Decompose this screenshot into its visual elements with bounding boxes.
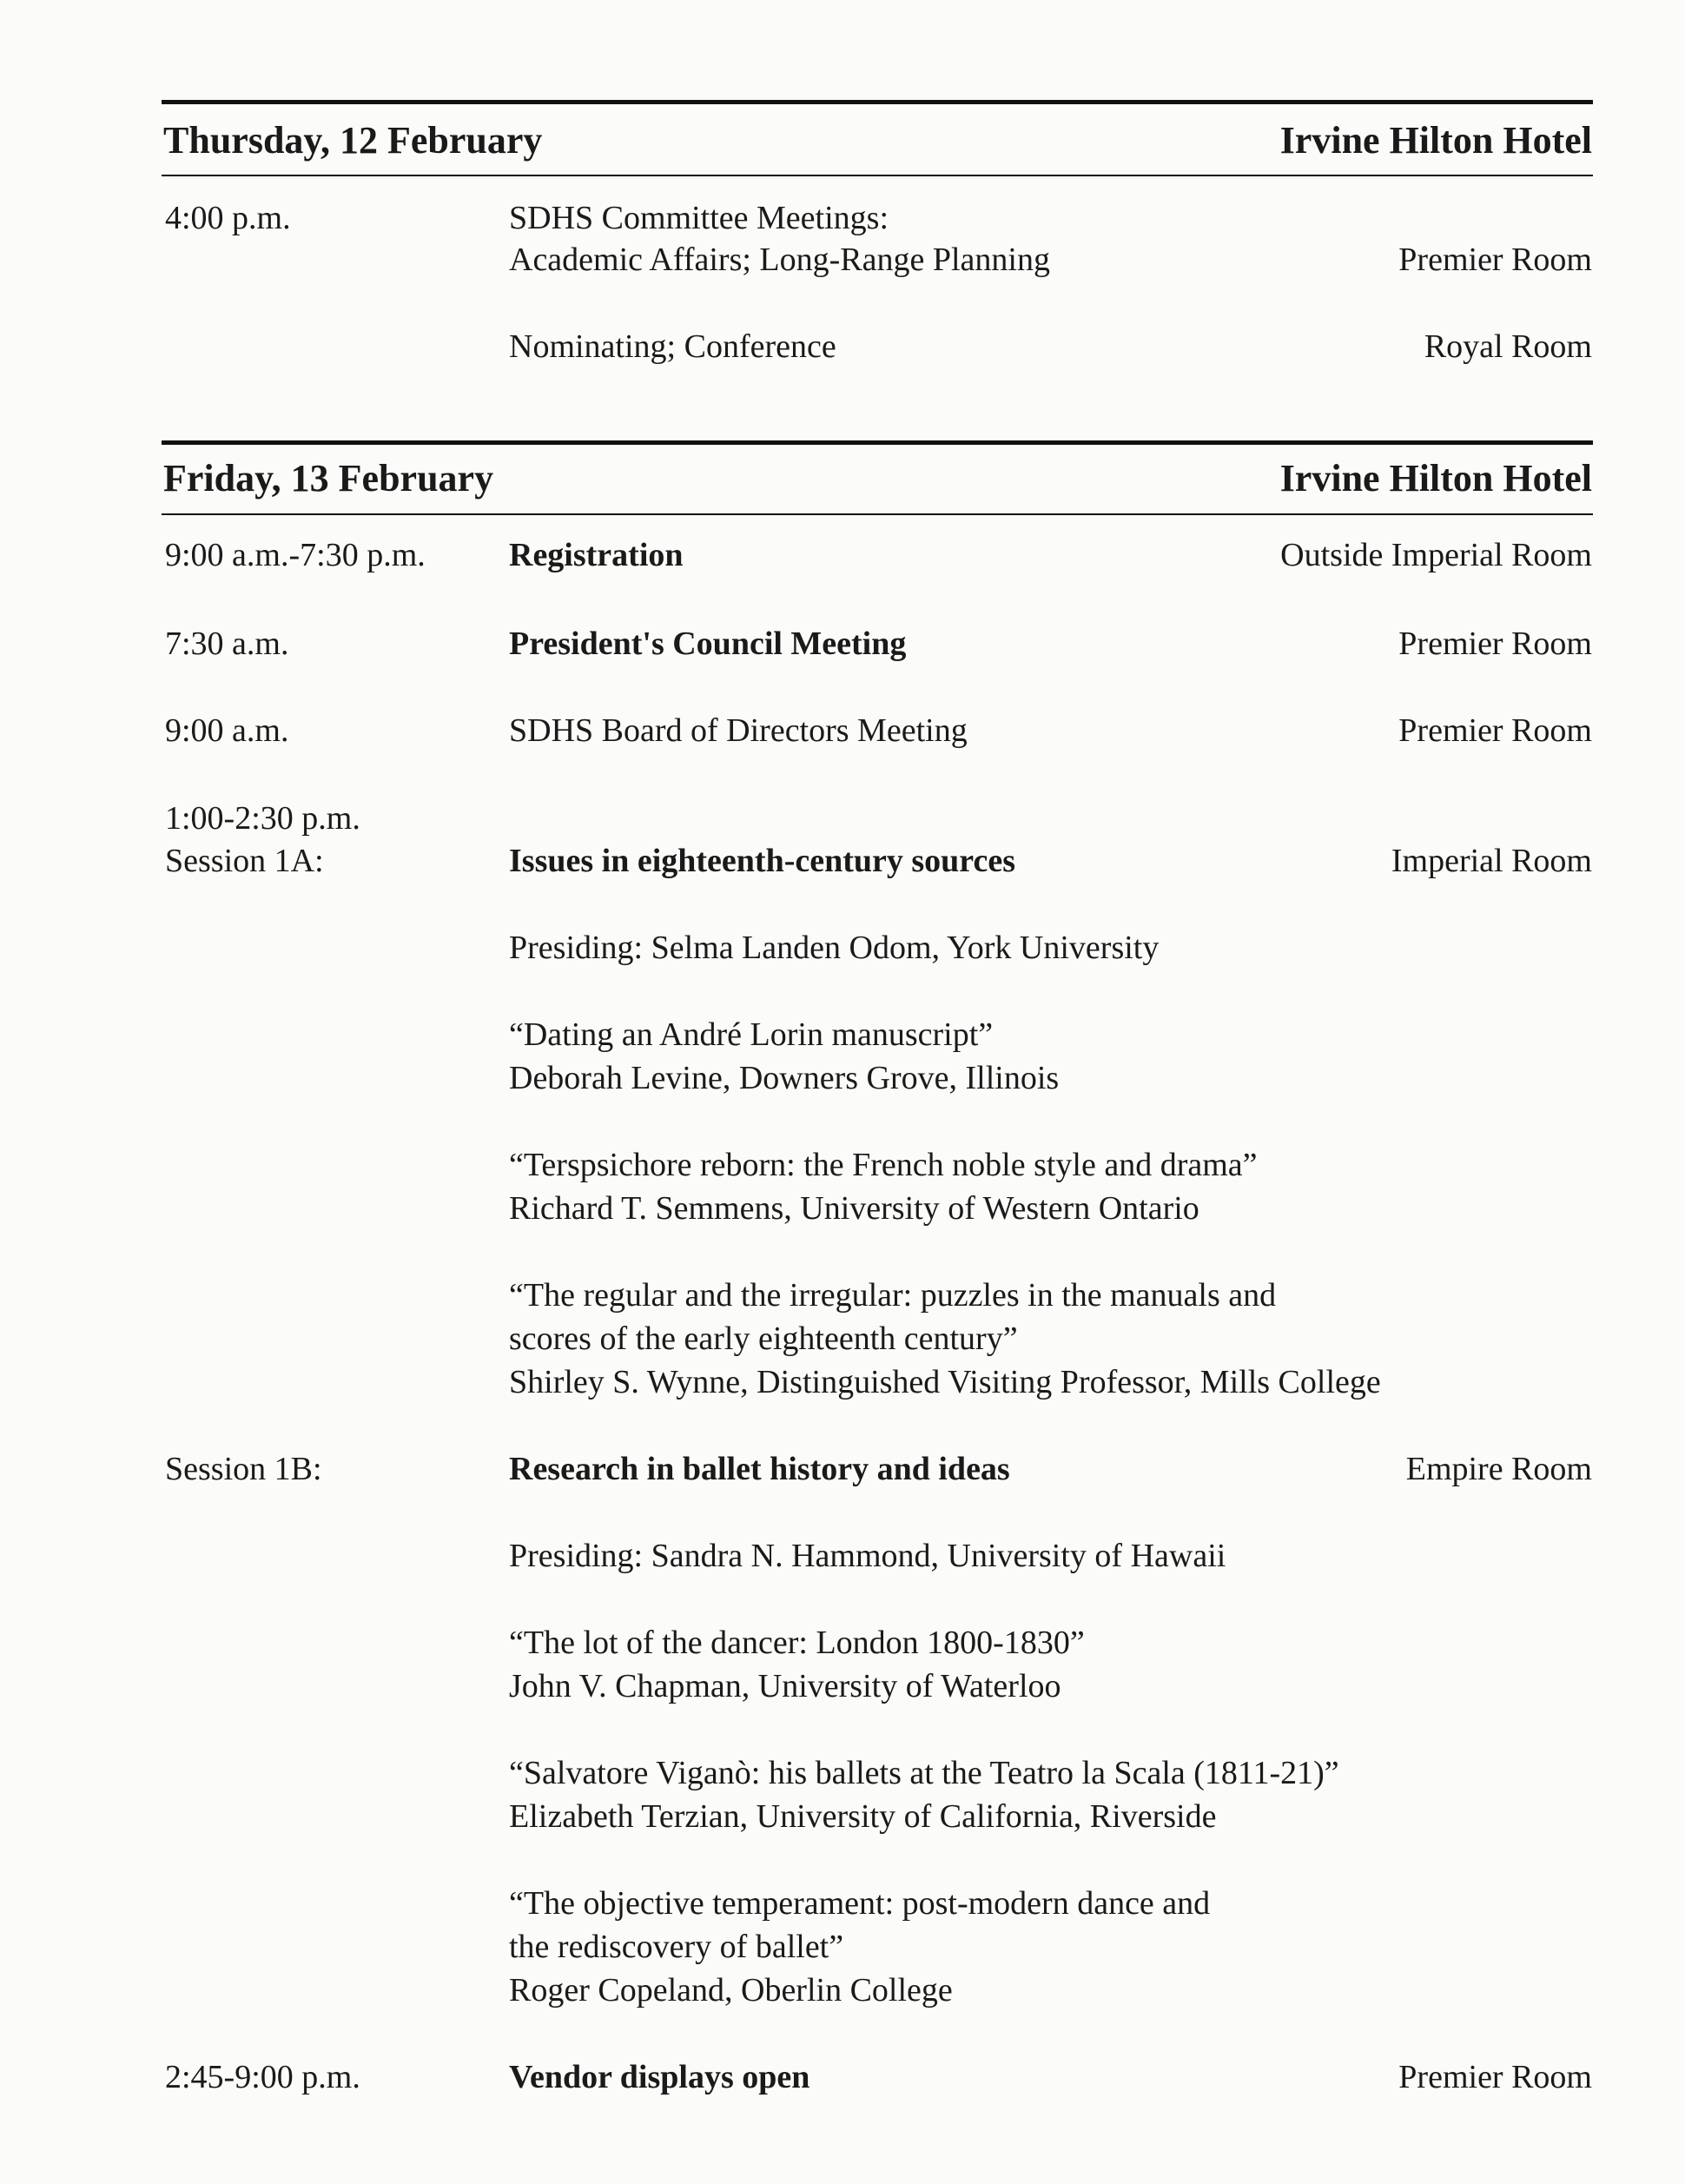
paper-title-cont: the rediscovery of ballet” <box>509 1929 844 1965</box>
paper-title-cont: scores of the early eighteenth century” <box>509 1320 1018 1357</box>
registration-room: Outside Imperial Room <box>1280 537 1592 573</box>
thursday-header-underline <box>162 175 1593 176</box>
council-time: 7:30 a.m. <box>165 625 289 662</box>
paper-author: Roger Copeland, Oberlin College <box>509 1972 953 2009</box>
session1b-title: Research in ballet history and ideas <box>509 1451 1010 1487</box>
paper-author: Shirley S. Wynne, Distinguished Visiting Professor, Mills College <box>509 1364 1381 1400</box>
friday-day-title: Friday, 13 February <box>163 457 494 500</box>
session1a-title: Issues in eighteenth-century sources <box>509 843 1016 879</box>
friday-top-rule <box>162 440 1593 445</box>
top-rule <box>162 100 1593 104</box>
thursday-nominating: Nominating; Conference <box>509 328 836 365</box>
vendor-time: 2:45-9:00 p.m. <box>165 2059 360 2095</box>
thursday-room-premier: Premier Room <box>1398 242 1592 278</box>
thursday-committee-list: Academic Affairs; Long-Range Planning <box>509 242 1050 278</box>
registration-title: Registration <box>509 537 684 573</box>
vendor-title: Vendor displays open <box>509 2059 810 2095</box>
session1a-time: 1:00-2:30 p.m. <box>165 800 360 837</box>
council-room: Premier Room <box>1398 625 1592 662</box>
paper-author: John V. Chapman, University of Waterloo <box>509 1668 1061 1704</box>
thursday-committee-heading: SDHS Committee Meetings: <box>509 200 889 236</box>
vendor-room: Premier Room <box>1398 2059 1592 2095</box>
thursday-day-title: Thursday, 12 February <box>163 119 543 162</box>
friday-header-underline <box>162 513 1593 515</box>
paper-title: “Terspsichore reborn: the French noble style and drama” <box>509 1147 1258 1183</box>
council-title: President's Council Meeting <box>509 625 907 662</box>
paper-title: “The objective temperament: post-modern dance and <box>509 1885 1211 1922</box>
registration-time: 9:00 a.m.-7:30 p.m. <box>165 537 426 573</box>
session1a-label: Session 1A: <box>165 843 324 879</box>
paper-title: “The lot of the dancer: London 1800-1830” <box>509 1625 1085 1661</box>
session1a-room: Imperial Room <box>1391 843 1592 879</box>
thursday-room-royal: Royal Room <box>1424 328 1592 365</box>
friday-venue: Irvine Hilton Hotel <box>1279 457 1592 500</box>
paper-author: Richard T. Semmens, University of Western Ontario <box>509 1190 1199 1227</box>
paper-author: Deborah Levine, Downers Grove, Illinois <box>509 1060 1060 1096</box>
board-room: Premier Room <box>1398 712 1592 749</box>
session1a-presiding: Presiding: Selma Landen Odom, York University <box>509 930 1160 966</box>
session1b-room: Empire Room <box>1405 1451 1592 1487</box>
thursday-venue: Irvine Hilton Hotel <box>1279 119 1592 162</box>
paper-author: Elizabeth Terzian, University of California, Riverside <box>509 1798 1217 1835</box>
paper-title: “Dating an André Lorin manuscript” <box>509 1016 994 1053</box>
paper-title: “Salvatore Viganò: his ballets at the Teatro la Scala (1811-21)” <box>509 1755 1339 1791</box>
board-title: SDHS Board of Directors Meeting <box>509 712 968 749</box>
thursday-time: 4:00 p.m. <box>165 200 291 236</box>
paper-title: “The regular and the irregular: puzzles in the manuals and <box>509 1277 1277 1314</box>
session1b-label: Session 1B: <box>165 1451 322 1487</box>
board-time: 9:00 a.m. <box>165 712 289 749</box>
session1b-presiding: Presiding: Sandra N. Hammond, University of Hawaii <box>509 1538 1226 1574</box>
